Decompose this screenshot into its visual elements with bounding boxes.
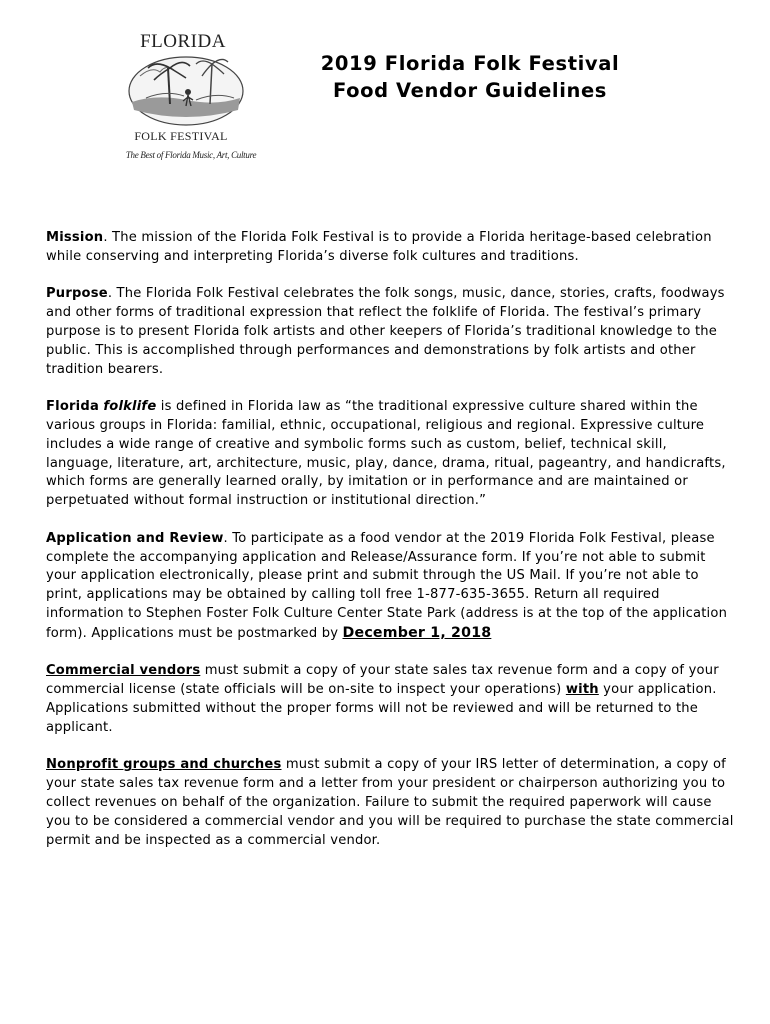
folklife-text: is defined in Florida law as “the traditional expressive culture shared within the various groups in Florida: familial, ethnic, occupational, religious and regional. Expressive culture includes a wide range of creative and symbolic forms such as custom, belief, technical skill, language, literature, art, architecture, music, play, dance, drama, ritual, pageantry, and handicrafts, which forms are generally learned orally, by imitation or in performance and are maintained or perpetuated without formal instruction or institutional direction.” [46, 399, 726, 509]
folklife-label-florida: Florida [46, 399, 99, 415]
purpose-label: Purpose [46, 286, 108, 302]
nonprofit-label: Nonprofit groups and churches [46, 757, 282, 773]
logo-subtitle: FOLK FESTIVAL [134, 129, 228, 143]
commercial-label: Commercial vendors [46, 663, 201, 679]
nonprofit-text: must submit a copy of your IRS letter of determination, a copy of your state sales tax revenue form and a letter from your president or chairperson authorizing you to collect revenues on behalf of the organization. Failure to submit the required paperwork will cause you to be considered a commercial vendor and you will be required to purchase the state commercial permit and be inspected as a commercial vendor. [46, 757, 734, 848]
folklife-paragraph [46, 398, 736, 511]
title-line-2: Food Vendor Guidelines [332, 79, 607, 102]
application-paragraph [46, 530, 736, 644]
purpose-text: . The Florida Folk Festival celebrates the folk songs, music, dance, stories, crafts, foodways and other forms of traditional expression that reflect the folklife of Florida. The festival’s primary purpose is to present Florida folk artists and other keepers of Florida’s traditional knowledge to the public. This is accomplished through performances and demonstrations by folk artists and other tradition bearers. [46, 286, 725, 377]
mission-paragraph [46, 229, 736, 267]
logo-tagline: The Best of Florida Music, Art, Culture [125, 150, 257, 160]
mission-text: . The mission of the Florida Folk Festival is to provide a Florida heritage-based celebration while conserving and interpreting Florida’s diverse folk cultures and traditions. [46, 230, 712, 264]
folklife-label-term: folklife [103, 399, 157, 415]
commercial-paragraph [46, 662, 736, 737]
commercial-with: with [565, 682, 599, 698]
purpose-paragraph [46, 285, 736, 379]
logo-title: FLORIDA [140, 31, 226, 52]
commercial-text-1: must submit a copy of your state sales tax revenue form and a copy of your commercial license (state officials will be on-site to inspect your operations) [46, 663, 719, 698]
title-line-1: 2019 Florida Folk Festival [320, 52, 620, 75]
mission-label: Mission [46, 230, 104, 245]
page-title [290, 50, 650, 104]
guidelines-body [46, 229, 736, 869]
nonprofit-paragraph [46, 756, 736, 850]
application-deadline: December 1, 2018 [342, 624, 492, 641]
landscape-illustration-icon [126, 54, 246, 128]
festival-logo [108, 32, 264, 172]
application-label: Application and Review [46, 530, 224, 546]
commercial-text-2: your application. Applications submitted without the proper forms will not be reviewed and will be returned to the applicant. [46, 682, 717, 735]
application-text: . To participate as a food vendor at the 2019 Florida Folk Festival, please complete the accompanying application and Release/Assurance form. If you’re not able to submit your application electronically, please print and submit through the US Mail. If you’re not able to print, applications may be obtained by calling toll free 1-877-635-3655. Return all required information to Stephen Foster Folk Culture Center State Park (address is at the top of the application form). Applications must be postmarked by [46, 530, 728, 641]
